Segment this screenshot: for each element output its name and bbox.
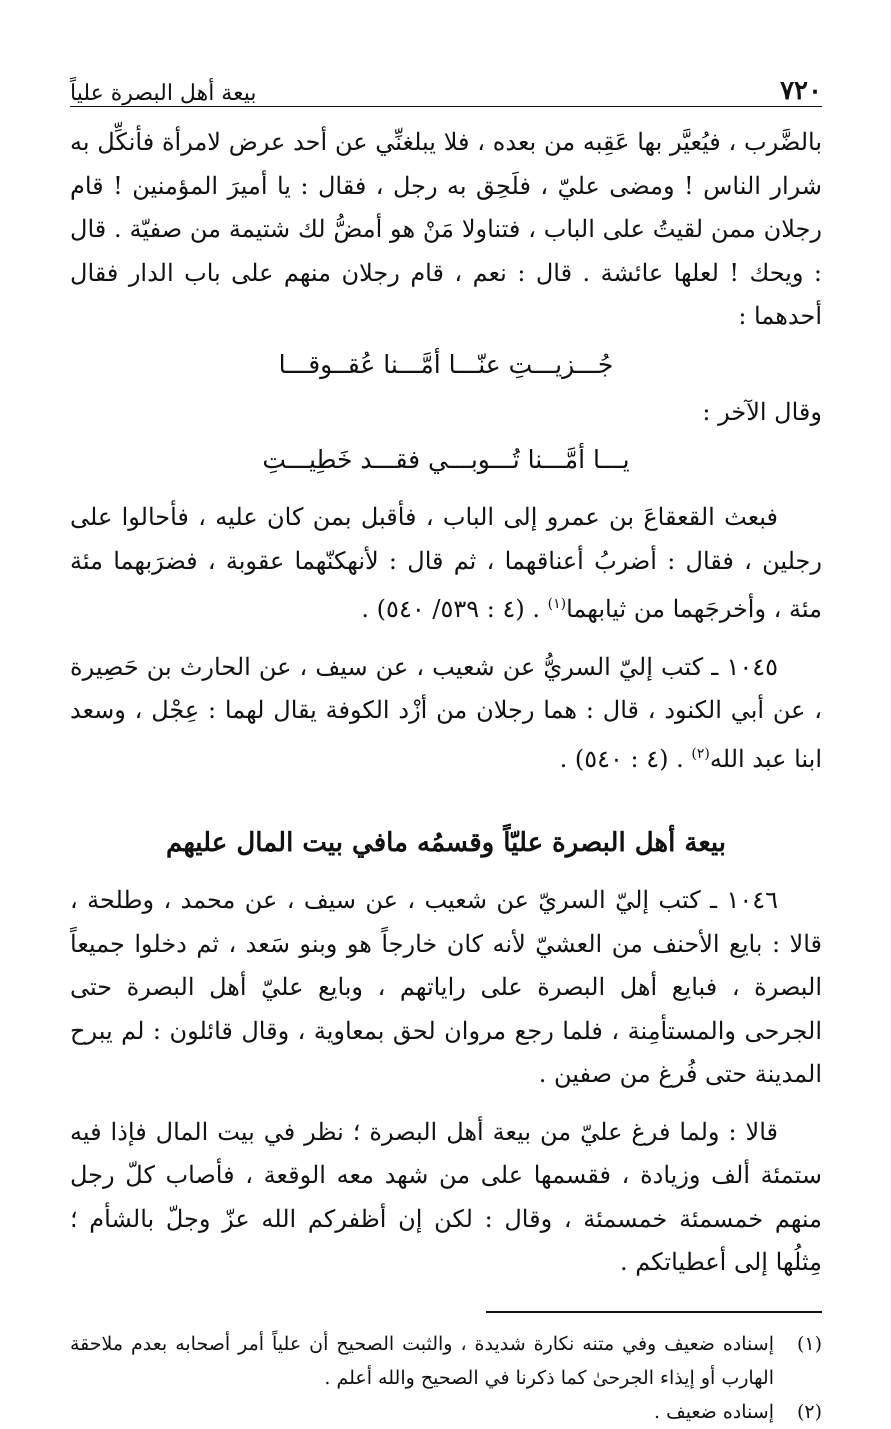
verse-1: جُـــزيـــتِ عنّـــا أمَّـــنا عُقــوقـــا bbox=[278, 349, 614, 379]
footnotes bbox=[70, 1327, 822, 1429]
footnote-text: إسناده ضعيف . bbox=[654, 1400, 774, 1423]
page-header bbox=[70, 70, 822, 107]
paragraph-6: قالا : ولما فرغ عليّ من بيعة أهل البصرة ؛ نظر في بيت المال فإذا فيه ستمئة ألف وزيادة ، فقسمها على من شهد معه الوقعة ، فأصاب كلّ رجل منهم خمسمئة خمسمئة ، وقال : لكن إن أظفركم الله عزّ وجلّ بالشأم ؛ مِثلُها إلى أعطياتكم . bbox=[70, 1117, 822, 1276]
footnote bbox=[70, 1395, 822, 1429]
paragraph-4-text: ١٠٤٥ ـ كتب إليّ السريُّ عن شعيب ، عن سيف ، عن الحارث بن حَصِيرة ، عن أبي الكنود ، قال : هما رجلان من أزْد الكوفة يقال لهما : عِجْل ، وسعد ابنا عبد الله bbox=[70, 652, 822, 773]
footnote-ref-2: (٢) bbox=[691, 745, 710, 762]
footnote-divider bbox=[486, 1311, 822, 1313]
verse-2: يـــا أمَّـــنا تُـــوبـــي فقـــد خَطِيـــتِ bbox=[262, 445, 630, 474]
page-number: ٧٢٠ bbox=[780, 76, 822, 106]
paragraph-1: بالضَّرب ، فيُعيَّر بها عَقِبه من بعده ، فلا يبلغنِّي عن أحد عرض لامرأة فأنكِّل به شرار الناس ! ومضى عليّ ، فلَحِق به رجل ، فقال : يا أميرَ المؤمنين ! قام رجلان ممن لقيتُ على الباب ، فتناولا مَنْ هو أمضُّ لك شتيمة من صفيّة . قال : ويحك ! لعلها عائشة . قال : نعم ، قام رجلان منهم على باب الدار فقال أحدهما : bbox=[70, 128, 822, 330]
section-title: بيعة أهل البصرة عليّاً وقسمُه مافي بيت المال عليهم bbox=[166, 828, 726, 858]
paragraph-5: ١٠٤٦ ـ كتب إليّ السريّ عن شعيب ، عن سيف ، عن محمد ، وطلحة ، قالا : بايع الأحنف من العشيّ لأنه كان خارجاً هو وبنو سَعد ، ثم دخلوا جميعاً البصرة ، فبايع أهل البصرة على راياتهم ، وبايع عليّ أهل البصرة حتى الجرحى والمستأمِنة ، فلما رجع مروان لحق بمعاوية ، وقال قائلون : لم يبرح المدينة حتى فُرغ من صفين . bbox=[70, 886, 822, 1088]
paragraph-3-text: فبعث القعقاعَ بن عمرو إلى الباب ، فأقبل بمن كان عليه ، فأحالوا على رجلين ، فقال : أضربُ أعناقهما ، ثم قال : لأنهكنّهما عقوبة ، فضرَبهما مئة مئة ، وأخرجَهما من ثيابهما bbox=[70, 503, 822, 623]
paragraph-4-ref: . (٤ : ٥٤٠) . bbox=[559, 744, 692, 773]
paragraph-2: وقال الآخر : bbox=[702, 397, 822, 426]
paragraph-4 bbox=[70, 646, 822, 782]
footnote-ref-1: (١) bbox=[547, 596, 567, 612]
running-title: بيعة أهل البصرة علياً bbox=[70, 81, 257, 106]
paragraph-3 bbox=[70, 496, 822, 632]
footnote bbox=[70, 1327, 822, 1395]
paragraph-3-ref: . (٤ : ٥٣٩/ ٥٤٠) . bbox=[361, 595, 548, 623]
footnote-mark: (٢) bbox=[796, 1400, 822, 1423]
footnote-mark: (١) bbox=[796, 1332, 822, 1355]
page-body bbox=[70, 121, 822, 1285]
book-page bbox=[70, 70, 822, 1423]
footnote-text: إسناده ضعيف وفي متنه نكارة شديدة ، والثبت الصحيح أن علياً أمر أصحابه بعدم ملاحقة الهارب أو إيذاء الجرحىٰ كما ذكرنا في الصحيح والله أعلم . bbox=[70, 1332, 774, 1389]
